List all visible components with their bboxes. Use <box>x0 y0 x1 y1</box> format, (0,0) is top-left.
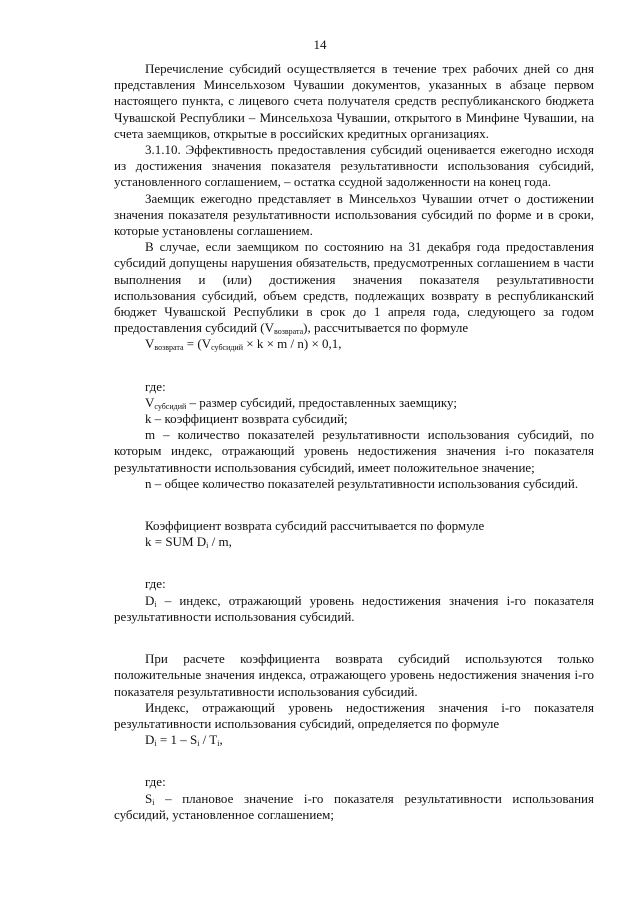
formula-refund-v-sub: возврата <box>154 343 184 353</box>
def-s-sub: i <box>152 797 155 807</box>
where-label-1: где: <box>145 378 166 394</box>
def-s-symbol: S <box>145 790 153 806</box>
formula-refund-rest: × k × m / n) × 0,1, <box>242 336 342 352</box>
refund-subscript: возврата <box>274 327 304 337</box>
paragraph-subsidy-transfer: Перечисление субсидий осуществляется в течение трех рабочих дней со дня представления Минсельхозом Чувашии документов, указанных в абзаце первом настоящего пункта, с лицевого счета получателя средств республиканского бюджета Чувашской Республики – Минсельхоза Чувашии, открытого в Минфине Чувашии, на счета заемщиков, открытые в российских кредитных организациях. <box>114 61 594 141</box>
formula-refund <box>114 336 594 352</box>
where-label-2: где: <box>145 576 166 592</box>
def-d-text: – индекс, отражающий уровень недостижения значения i-го показателя результативности использования субсидий. <box>114 592 594 624</box>
def-v-sub: субсидий <box>154 401 187 411</box>
paragraph-refund-case <box>114 239 594 336</box>
formula-coefficient <box>114 534 594 550</box>
definition-d <box>114 593 594 625</box>
def-d-symbol: D <box>145 592 155 608</box>
definition-s <box>114 791 594 823</box>
document-body <box>114 61 594 823</box>
formula-index-t-sub: i <box>217 739 220 749</box>
paragraph-positive-values: При расчете коэффициента возврата субсидий используются только положительные значения индекса, отражающего уровень недостижения значения i-го показателя результативности использования субсидий. <box>114 651 594 699</box>
paragraph-index-definition: Индекс, отражающий уровень недостижения значения i-го показателя результативности использования субсидий, определяется по формуле <box>114 699 594 731</box>
def-d-sub: i <box>154 599 157 609</box>
formula-index-slash: / T <box>199 732 218 748</box>
refund-case-tail: ), рассчитывается по формуле <box>303 320 469 336</box>
formula-index-mid: = 1 – S <box>156 732 198 748</box>
formula-index-d-sub: i <box>154 739 157 749</box>
definition-m: m – количество показателей результативности использования субсидий, по которым индекс, отражающий уровень недостижения значения i-го показателя результативности использования субсидий, имеет положительное значение; <box>114 427 594 475</box>
definition-k: k – коэффициент возврата субсидий; <box>145 411 348 427</box>
formula-coef-tail: / m, <box>208 534 232 550</box>
definition-v-subsidy <box>114 395 594 411</box>
formula-refund-v2-sub: субсидий <box>211 343 243 353</box>
formula-coef-sub: i <box>206 541 209 551</box>
formula-index-s-sub: i <box>197 739 200 749</box>
refund-case-text: В случае, если заемщиком по состоянию на 31 декабря года предоставления субсидий допущены нарушения обязательств, предусмотренных соглашением в части выполнения и (или) достижения значения показателя результативности использования субсидий, объем средств, подлежащих возврату в республиканский бюджет Чувашской Республики в срок до 1 апреля года, следующего за годом предоставления субсидий (V <box>114 239 594 336</box>
page-number: 14 <box>313 37 327 52</box>
formula-index <box>114 732 594 748</box>
paragraph-report: Заемщик ежегодно представляет в Минсельхоз Чувашии отчет о достижении значения показателя результативности использования субсидий по форме и в сроки, которые установлены соглашением. <box>114 190 594 239</box>
paragraph-efficiency: 3.1.10. Эффективность предоставления субсидий оценивается ежегодно исходя из достижения значения показателя результативности использования субсидий, установленного соглашением, – остатка ссудной задолженности на конец года. <box>114 142 594 190</box>
coefficient-intro: Коэффициент возврата субсидий рассчитывается по формуле <box>145 518 485 534</box>
formula-refund-v: V <box>145 336 155 352</box>
formula-index-end: , <box>219 732 223 748</box>
definition-n: n – общее количество показателей результативности использования субсидий. <box>145 475 579 491</box>
def-s-text: – плановое значение i-го показателя результативности использования субсидий, установленное соглашением; <box>114 790 594 822</box>
def-v-text: – размер субсидий, предоставленных заемщику; <box>186 394 457 410</box>
formula-refund-eq: = (V <box>183 336 212 352</box>
where-label-3: где: <box>145 774 166 790</box>
formula-index-d: D <box>145 732 155 748</box>
def-v-symbol: V <box>145 394 155 410</box>
formula-coef-main: k = SUM D <box>145 534 207 550</box>
